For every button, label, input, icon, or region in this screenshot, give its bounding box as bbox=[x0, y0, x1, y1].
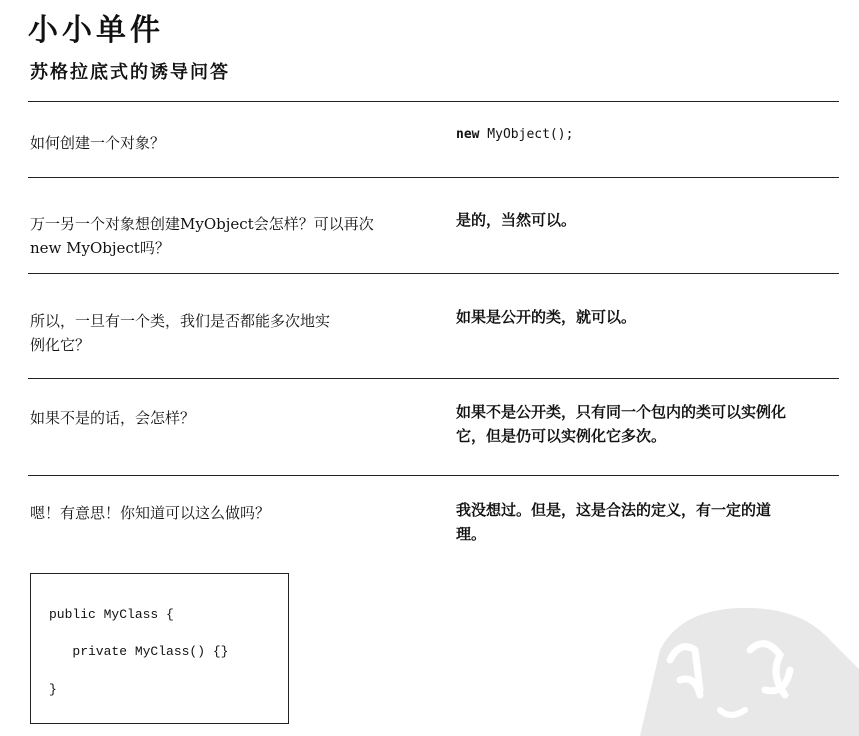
answer-2 bbox=[456, 208, 846, 232]
divider bbox=[28, 273, 839, 274]
code-rest: MyObject(); bbox=[479, 127, 574, 142]
code-box bbox=[30, 573, 289, 724]
answer-5-line-2: 理。 bbox=[456, 525, 487, 543]
answer-3 bbox=[456, 305, 846, 329]
question-3-line-2: 例化它？ bbox=[30, 336, 91, 354]
question-1 bbox=[30, 131, 430, 155]
watermark-seal-icon bbox=[600, 590, 859, 736]
answer-5-line-1: 我没想过。但是，这是合法的定义，有一定的道 bbox=[456, 501, 772, 519]
answer-1-code bbox=[456, 127, 573, 142]
question-2-line-2: new MyObject吗？ bbox=[30, 239, 170, 257]
page-title: 小小单件 bbox=[28, 13, 164, 48]
divider bbox=[28, 177, 839, 178]
answer-5 bbox=[456, 498, 846, 546]
question-2 bbox=[30, 212, 430, 260]
question-4 bbox=[30, 406, 430, 430]
question-1-line-1: 如何创建一个对象？ bbox=[30, 134, 166, 152]
answer-1 bbox=[456, 121, 846, 147]
code-line-3: } bbox=[49, 682, 57, 697]
question-2-line-1: 万一另一个对象想创建MyObject会怎样？可以再次 bbox=[30, 215, 374, 233]
answer-2-line-1: 是的，当然可以。 bbox=[456, 211, 577, 229]
question-3-line-1: 所以，一旦有一个类，我们是否都能多次地实 bbox=[30, 312, 331, 330]
code-line-2: private MyClass() {} bbox=[49, 644, 229, 659]
divider bbox=[28, 475, 839, 476]
code-line-1: public MyClass { bbox=[49, 607, 174, 622]
question-5 bbox=[30, 501, 430, 525]
question-5-line-1: 嗯！有意思！你知道可以这么做吗？ bbox=[30, 504, 271, 522]
code-keyword-new: new bbox=[456, 127, 480, 142]
divider bbox=[28, 378, 839, 379]
answer-4 bbox=[456, 400, 846, 448]
question-4-line-1: 如果不是的话，会怎样？ bbox=[30, 409, 196, 427]
answer-3-line-1: 如果是公开的类，就可以。 bbox=[456, 308, 637, 326]
question-3 bbox=[30, 309, 430, 357]
page-subtitle: 苏格拉底式的诱导问答 bbox=[30, 62, 230, 83]
answer-4-line-2: 它，但是仍可以实例化它多次。 bbox=[456, 427, 667, 445]
divider bbox=[28, 101, 839, 102]
answer-4-line-1: 如果不是公开类，只有同一个包内的类可以实例化 bbox=[456, 403, 787, 421]
